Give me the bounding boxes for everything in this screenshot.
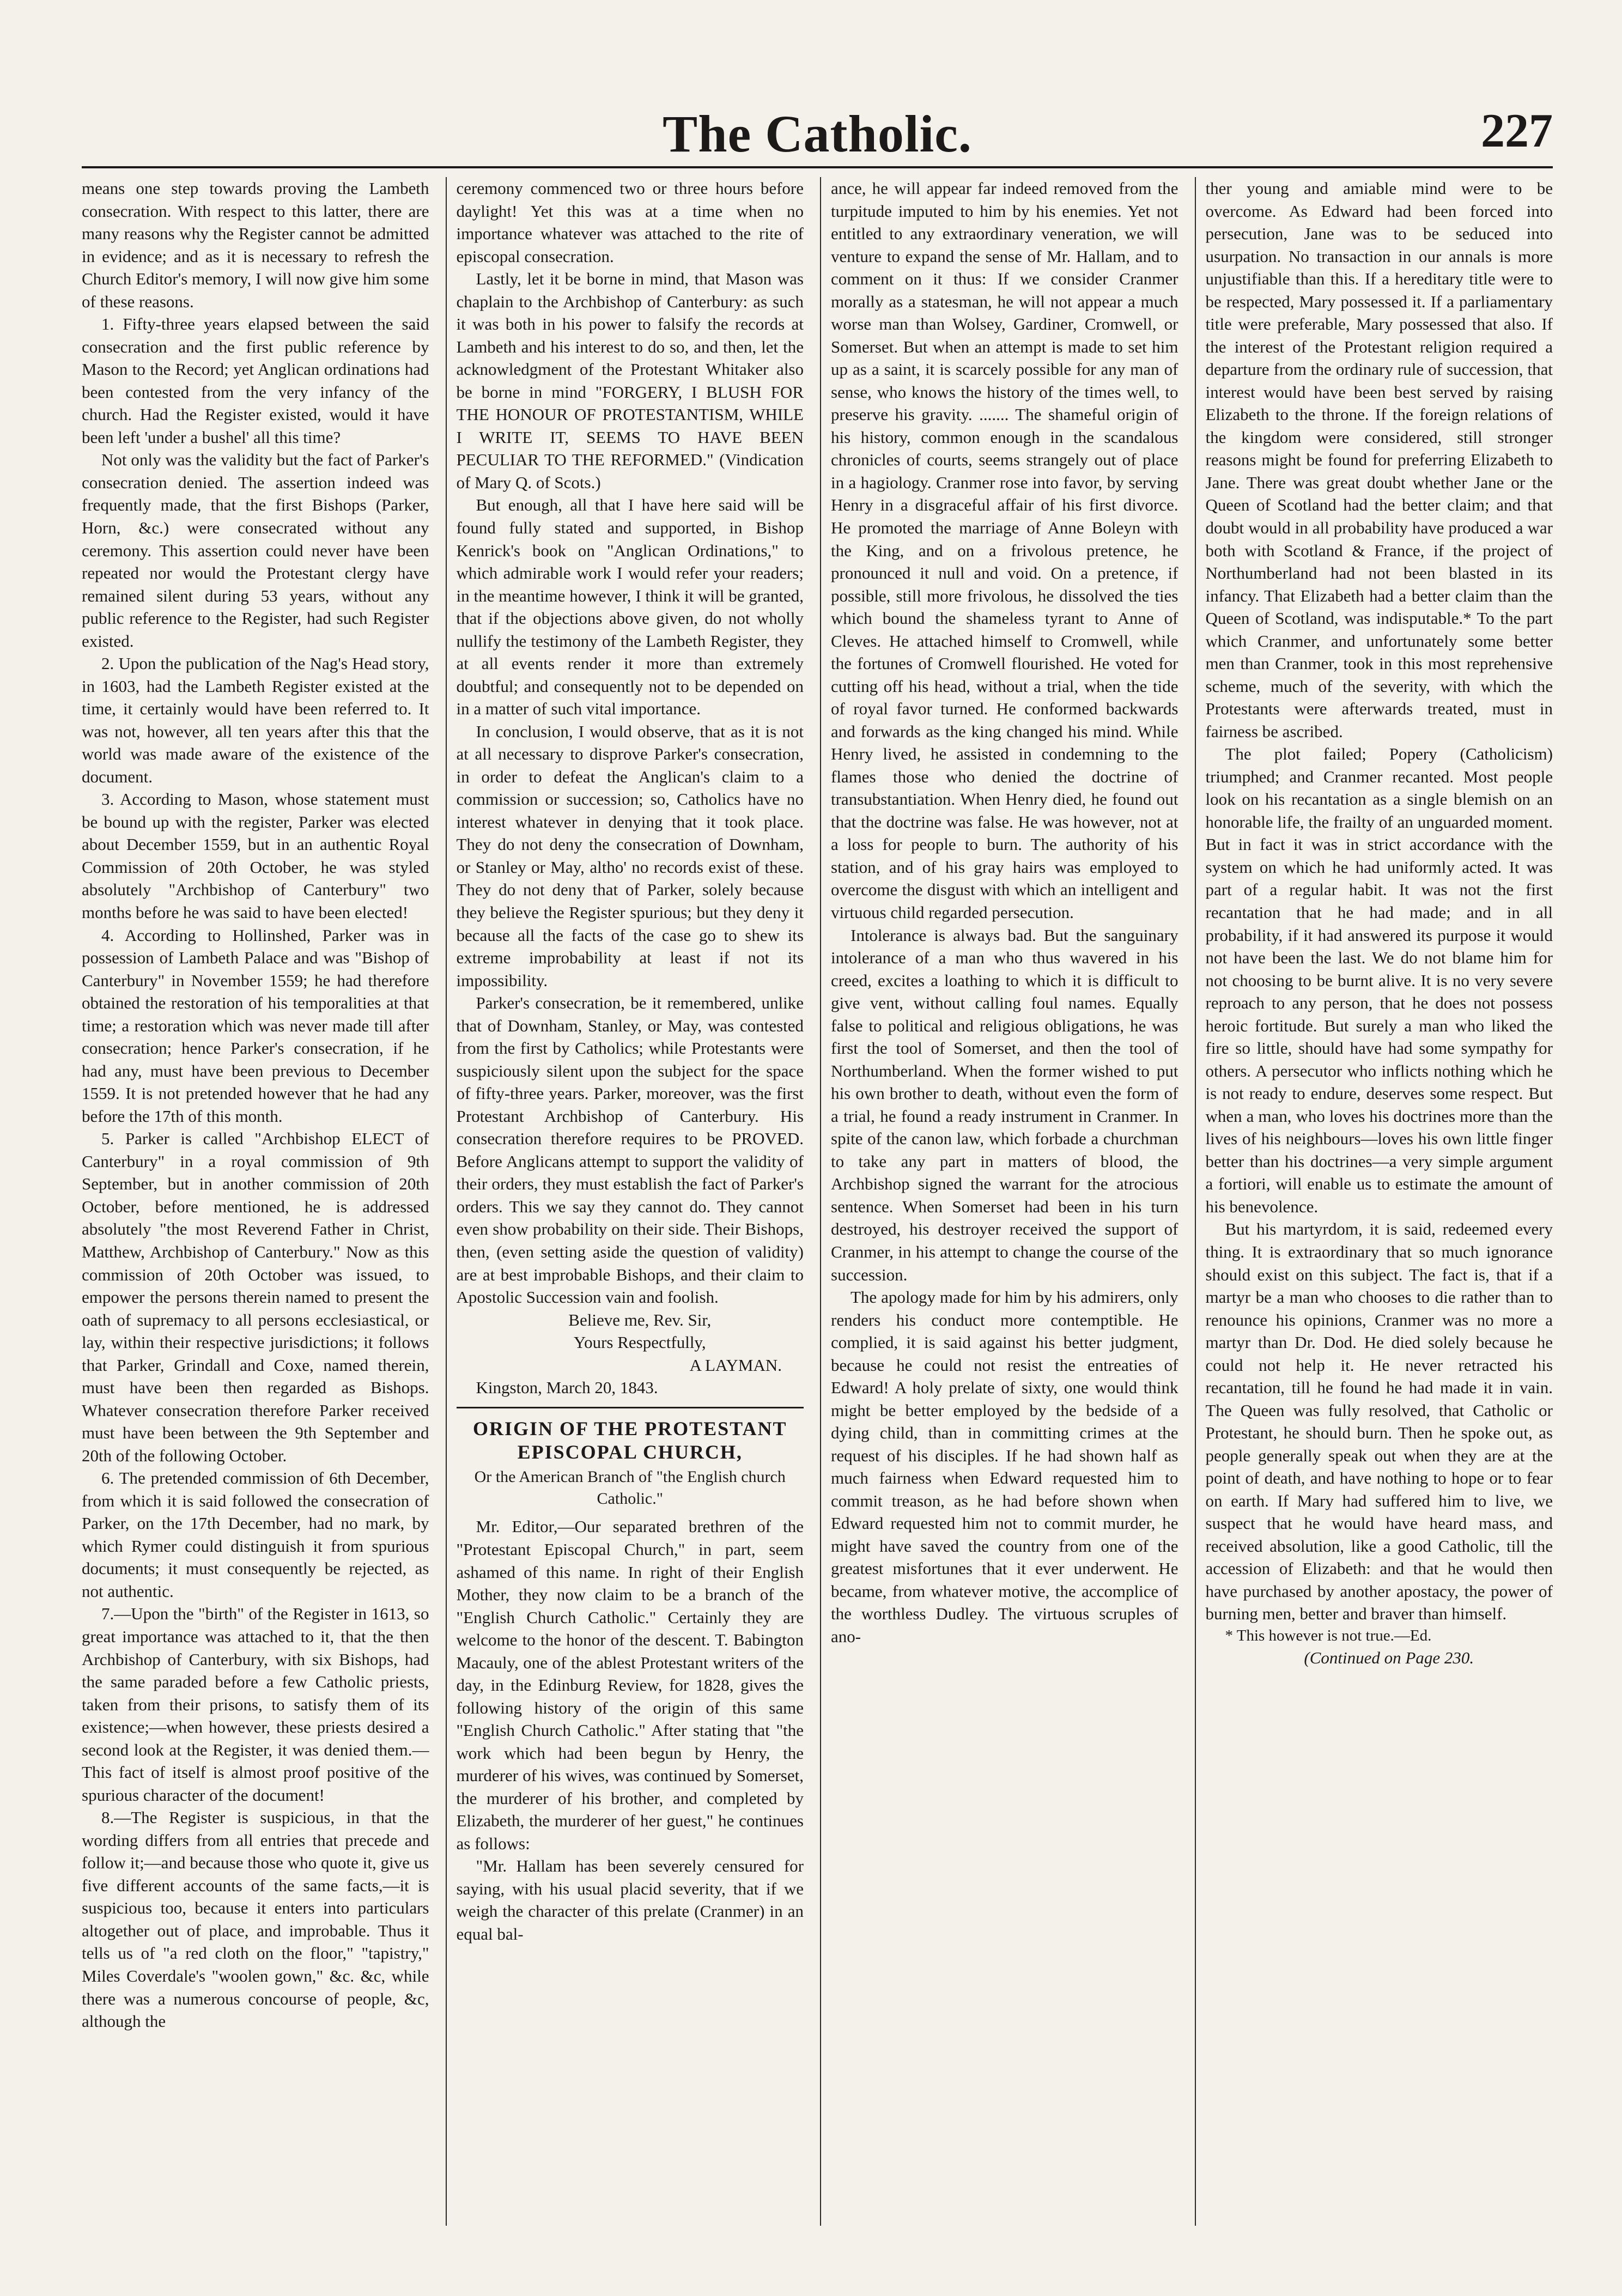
paragraph: 5. Parker is called "Archbishop ELECT of Canterbury" in a royal commission of 9th September, but in another commission of 20th October, before mentioned, he is addressed absolutely "the most Reverend Father in Christ, Matthew, Archbishop of Canterbury." Now as this commission of 20th October was issued, to empower the persons therein named to present the oath of supremacy to all persons ecclesiastical, or lay, within their respective jurisdictions; it follows that Parker, Grindall and Coxe, named therein, must have been then regarded as Bishops. Whatever consecration therefore Parker received must have been between the 9th September and 20th of the following October. bbox=[82, 1129, 429, 1465]
paragraph: Mr. Editor,—Our separated brethren of the "Protestant Episcopal Church," in part, seem ashamed of this name. In right of their English Mother, they now claim to be a branch of the "English Church Catholic." Certainly they are welcome to the honor of the descent. T. Babington Macauly, one of the ablest Protestant writers of the day, in the Edinburg Review, for 1828, gives the following history of the origin of this same "English Church Catholic." After stating that "the work which had been begun by Henry, the murderer of his wives, was continued by Somerset, the murderer of his brother, and completed by Elizabeth, the murderer of her guest," he continues as follows: bbox=[456, 1517, 804, 1853]
paragraph: The apology made for him by his admirers, only renders his conduct more contemptible. He complied, it is said against his better judgment, because he could not resist the entreaties of Edward! A holy prelate of sixty, one would think might be better employed by the bedside of a dying child, than in committing crimes at the request of his disciples. If he had shown half as much fairness when Edward requested him to commit treason, as he had before shown when Edward requested him not to commit murder, he might have saved the country from one of the greatest misfortunes that it ever underwent. He became, from whatever motive, the accomplice of the worthless Dudley. The virtuous scruples of ano- bbox=[831, 1287, 1178, 1646]
paragraph: But enough, all that I have here said will be found fully stated and supported, in Bishop Kenrick's book on "Anglican Ordinations," to which admirable work I would refer your readers; in the meantime however, I think it will be granted, that if the objections above given, do not wholly nullify the testimony of the Lambeth Register, they at all events render it more than extremely doubtful; and consequently not to be depended on in a matter of such vital importance. bbox=[456, 495, 804, 719]
letter-signoff bbox=[457, 1309, 804, 1399]
column-2 bbox=[446, 177, 804, 2226]
text-columns bbox=[82, 177, 1553, 2226]
paragraph: "Mr. Hallam has been severely censured for saying, with his usual placid severity, that if we weigh the character of this prelate (Cranmer) in an equal bal- bbox=[456, 1856, 804, 1943]
paragraph: 4. According to Hollinshed, Parker was in possession of Lambeth Palace and was "Bishop of Canterbury" in November 1559; he had therefore obtained the restoration of his temporalities at that time; a restoration which was never made till after consecration; hence Parker's consecration, if he had any, must have been previous to December 1559. It is not pretended however that he had any before the 17th of this month. bbox=[82, 925, 429, 1126]
paragraph: ceremony commenced two or three hours before daylight! Yet this was at a time when no importance whatever was attached to the rite of episcopal consecration. bbox=[456, 179, 804, 266]
paragraph: ance, he will appear far indeed removed from the turpitude imputed to him by his enemies. Yet not entitled to any extraordinary veneration, we will venture to expand the sense of Mr. Hallam, and to comment on it thus: If we consider Cranmer morally as a statesman, he will not appear a much worse man than Wolsey, Gardiner, Cromwell, or Somerset. But when an attempt is made to set him up as a saint, it is scarcely possible for any man of sense, who knows the history of the times well, to preserve his gravity. ....... The shameful origin of his history, common enough in the scandalous chronicles of courts, seems strangely out of place in a hagiology. Cranmer rose into favor, by serving Henry in a disgraceful affair of his first divorce. He promoted the marriage of Anne Boleyn with the King, and on a frivolous pretence, he pronounced it null and void. On a pretence, if possible, still more frivolous, he dissolved the ties which bound the shameless tyrant to Anne of Cleves. He attached himself to Cromwell, while the fortunes of Cromwell flourished. He voted for cutting off his head, without a trial, when the tide of royal favor turned. He conformed backwards and forwards as the king changed his mind. While Henry lived, he assisted in condemning to the flames those who denied the doctrine of transubstantiation. When Henry died, he found out that the doctrine was false. He was however, not at a loss for people to burn. The authority of his station, and of his gray hairs was employed to overcome the disgust with which an intelligent and virtuous child regarded persecution. bbox=[831, 179, 1178, 922]
column-3 bbox=[820, 177, 1178, 2226]
paragraph: The plot failed; Popery (Catholicism) triumphed; and Cranmer recanted. Most people look on his recantation as a single blemish on an honorable life, the frailty of an unguarded moment. But in fact it was in strict accordance with the system on which he had uniformly acted. It was part of a regular habit. It was not the first recantation that he had made; and in all probability, if it had answered its purpose it would not have been the last. We do not blame him for not choosing to be burnt alive. It is no very severe reproach to any person, that he does not possess heroic fortitude. But surely a man who liked the fire so little, should have had some sympathy for others. A persecutor who inflicts nothing which he is not ready to endure, deserves some respect. But when a man, who loves his doctrines more than the lives of his neighbours—loves his own little finger better than his doctrines—a very simple argument a fortiori, will enable us to estimate the amount of his benevolence. bbox=[1205, 744, 1553, 1216]
paragraph: Lastly, let it be borne in mind, that Mason was chaplain to the Archbishop of Canterbury: as such it was both in his power to falsify the records at Lambeth and his interest to do so, and then, let the acknowledgment of the Protestant Whitaker also be borne in mind "FORGERY, I BLUSH FOR THE HONOUR OF PROTESTANTISM, WHILE I WRITE IT, SEEMS TO HAVE BEEN PECULIAR TO THE REFORMED." (Vindication of Mary Q. of Scots.) bbox=[456, 269, 804, 492]
paragraph: 6. The pretended commission of 6th December, from which it is said followed the consecration of Parker, on the 17th December, had no mark, by which Rymer could distinguish it from spurious documents; it must consequently be rejected, as not authentic. bbox=[82, 1468, 429, 1601]
page-number: 227 bbox=[1481, 105, 1553, 157]
paragraph: ther young and amiable mind were to be overcome. As Edward had been forced into persecution, Jane was to be seduced into usurpation. No transaction in our annals is more unjustifiable than this. If a hereditary title were to be respected, Mary possessed it. If a parliamentary title were preferable, Mary possessed that also. If the interest of the Protestant religion required a departure from the ordinary rule of succession, that interest would have been best served by raising Elizabeth to the throne. If the foreign relations of the kingdom were considered, still stronger reasons might be found for preferring Elizabeth to Jane. There was great doubt whether Jane or the Queen of Scotland had the better claim; and that doubt would in all probability have produced a war both with Scotland & France, if the project of Northumberland had not been blasted in its infancy. That Elizabeth had a better claim than the Queen of Scotland, was indisputable.* To the part which Cranmer, and unfortunately some better men than Cranmer, took in this most reprehensive scheme, much of the severity, with which the Protestants were afterwards treated, must in fairness be ascribed. bbox=[1205, 179, 1553, 741]
signoff-dateline: Kingston, March 20, 1843. bbox=[476, 1378, 658, 1398]
signoff-salutation: Believe me, Rev. Sir, bbox=[568, 1310, 712, 1329]
article-subheading: Or the American Branch of "the English church Catholic." bbox=[474, 1468, 786, 1508]
paragraph: 1. Fifty-three years elapsed between the said consecration and the first public reference by Mason to the Record; yet Anglican ordinations had been contested from the very infancy of the church. Had the Register existed, would it have been left 'under a bushel' all this time? bbox=[82, 314, 429, 447]
page-header bbox=[82, 82, 1553, 163]
paragraph: Parker's consecration, be it remembered, unlike that of Downham, Stanley, or May, was contested from the first by Catholics; while Protestants were suspiciously silent upon the subject for the space of fifty-three years. Parker, moreover, was the first Protestant Archbishop of Canterbury. His consecration therefore requires to be PROVED. Before Anglicans attempt to support the validity of their orders, they must establish the fact of Parker's orders. This we say they cannot do. They cannot even show probability on their side. Their Bishops, then, (even setting aside the question of validity) are at best improbable Bishops, and their claim to Apostolic Succession vain and foolish. bbox=[456, 993, 804, 1307]
paragraph: 8.—The Register is suspicious, in that the wording differs from all entries that precede and follow it;—and because those who quote it, give us five different accounts of the same facts,—it is suspicious too, because it enters into particulars altogether out of place, and improbable. Thus it tells us of "a red cloth on the floor," "tapistry," Miles Coverdale's "woolen gown," &c. &c, while there was a numerous concourse of people, &c, although the bbox=[82, 1808, 429, 2031]
paragraph: 7.—Upon the "birth" of the Register in 1613, so great importance was attached to it, that the then Archbishop of Canterbury, with six Bishops, had the same paraded before a few Catholic priests, taken from their prisons, to satisfy them of its existence;—when however, these priests desired a second look at the Register, it was denied them.—This fact of itself is almost proof positive of the spurious character of the document! bbox=[82, 1604, 429, 1805]
paragraph: Not only was the validity but the fact of Parker's consecration denied. The assertion indeed was frequently made, that the first Bishops (Parker, Horn, &c.) were consecrated without any ceremony. This assertion could never have been repeated nor would the Protestant clergy have remained silent during 53 years, without any public reference to the Register, had such Register existed. bbox=[82, 450, 429, 651]
signoff-closing: Yours Respectfully, bbox=[573, 1333, 706, 1352]
column-4 bbox=[1195, 177, 1553, 2226]
page-title: The Catholic. bbox=[663, 105, 972, 163]
paragraph: 2. Upon the publication of the Nag's Head story, in 1603, had the Lambeth Register existed at the time, it certainly would have been referred to. It was not, however, all ten years after this that the world was made aware of the existence of the document. bbox=[82, 654, 429, 786]
paragraph: Intolerance is always bad. But the sanguinary intolerance of a man who thus wavered in his creed, excites a loathing to which it is difficult to give vent, without calling foul names. Equally false to political and religious obligations, he was first the tool of Somerset, and then the tool of Northumberland. When the former wished to put his own brother to death, without even the form of a trial, he found a ready instrument in Cranmer. In spite of the canon law, which forbade a churchman to take any part in matters of blood, the Archbishop signed the warrant for the atrocious sentence. When Somerset had been in his turn destroyed, his destroyer received the support of Cranmer, in his attempt to change the course of the succession. bbox=[831, 925, 1178, 1284]
paragraph: In conclusion, I would observe, that as it is not at all necessary to disprove Parker's consecration, in order to defeat the Anglican's claim to a commission or succession; so, Catholics have no interest whatever in denying that it took place. They do not deny the consecration of Downham, or Stanley or May, altho' no records exist of these. They do not deny that of Parker, solely because they believe the Register spurious; but they deny it because all the facts of the case go to shew its extreme improbability at least if not its impossibility. bbox=[456, 721, 804, 990]
header-rule bbox=[82, 166, 1553, 168]
footnote: * This however is not true.—Ed. bbox=[1225, 1627, 1432, 1644]
continued-note: (Continued on Page 230. bbox=[1304, 1648, 1474, 1667]
signoff-author: A LAYMAN. bbox=[689, 1355, 782, 1375]
paragraph: means one step towards proving the Lambeth consecration. With respect to this latter, there are many reasons why the Register cannot be admitted in evidence; and as it is necessary to refresh the Church Editor's memory, I will now give him some of these reasons. bbox=[82, 179, 429, 311]
paragraph: But his martyrdom, it is said, redeemed every thing. It is extraordinary that so much ignorance should exist on this subject. The fact is, that if a martyr be a man who chooses to die rather than to renounce his opinions, Cranmer was no more a martyr than Dr. Dod. He died solely because he could not help it. He never retracted his recantation, till he found he had made it in vain. The Queen was fully resolved, that Catholic or Protestant, he should burn. Then he spoke out, as people generally speak out when they are at the point of death, and have nothing to hope or to fear on earth. If Mary had suffered him to live, we suspect that he would have heard mass, and received absolution, like a good Catholic, till the accession of Elizabeth: and that he would then have purchased by another apostacy, the power of burning men, better and braver than himself. bbox=[1205, 1219, 1553, 1624]
column-1 bbox=[82, 177, 429, 2226]
article-heading: ORIGIN OF THE PROTESTANT EPISCOPAL CHURCH, bbox=[473, 1417, 787, 1463]
paragraph: 3. According to Mason, whose statement must be bound up with the register, Parker was elected about December 1559, but in an authentic Royal Commission of 20th October, he was styled absolutely "Archbishop of Canterbury" two months before he was said to have been elected! bbox=[82, 789, 429, 922]
section-rule bbox=[457, 1407, 804, 1408]
